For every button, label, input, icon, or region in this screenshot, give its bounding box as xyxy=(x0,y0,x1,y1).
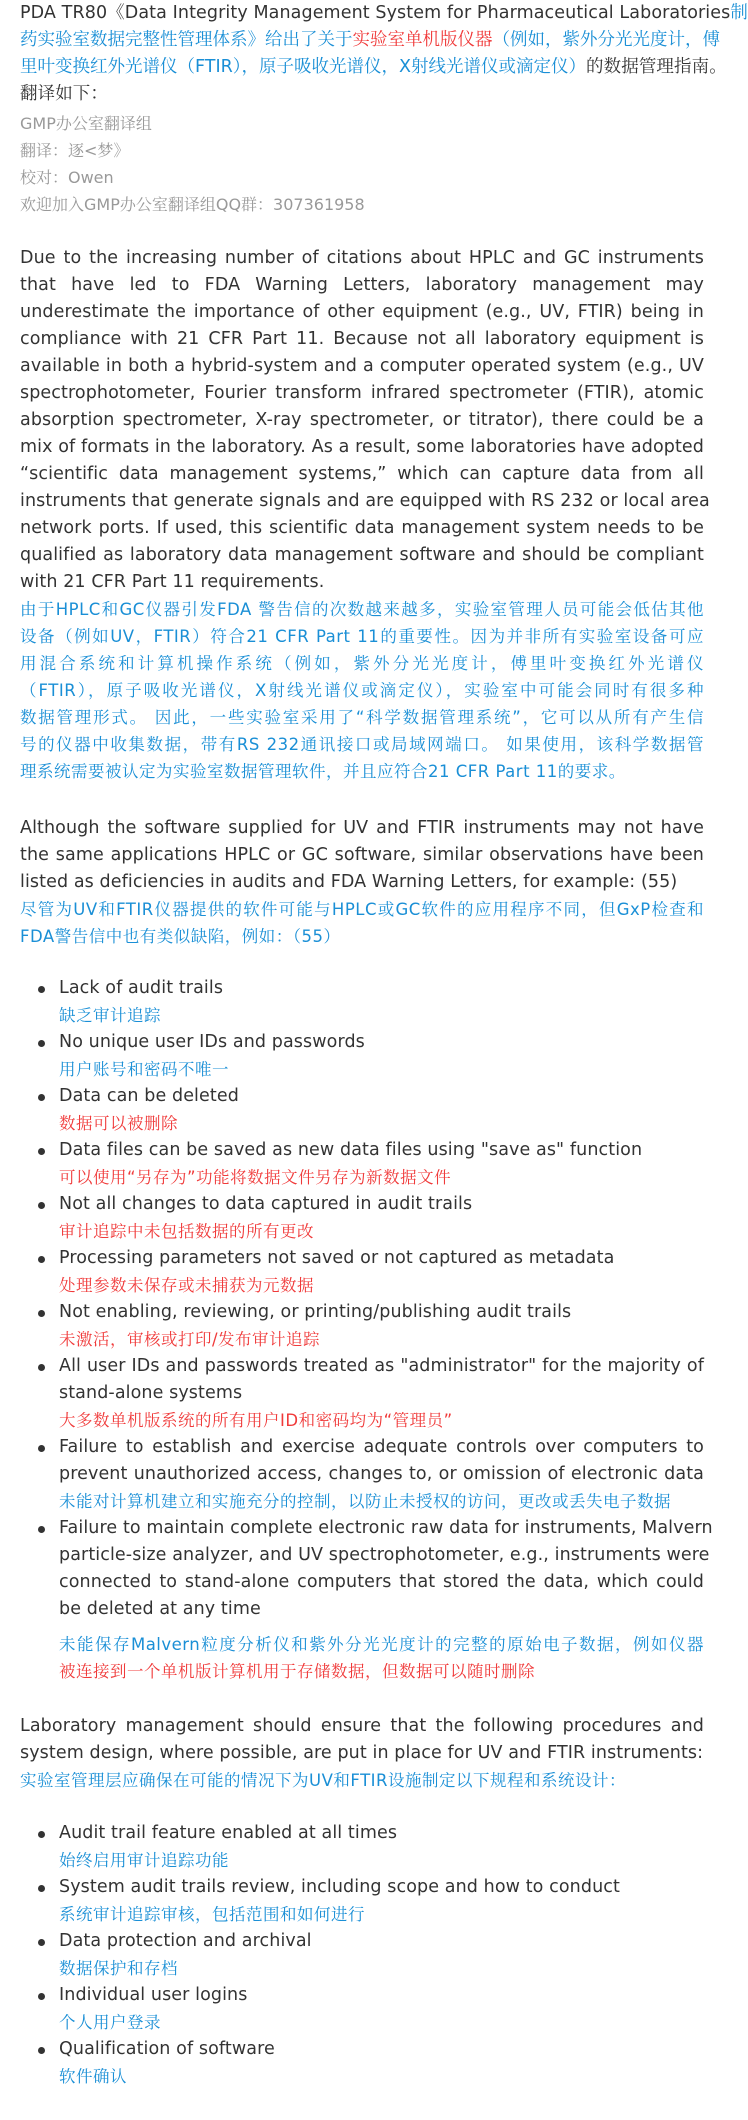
para1-en-line: instruments that generate signals and are equipped with RS 232 or local area xyxy=(20,491,710,511)
bullet-icon xyxy=(38,1040,45,1047)
para1-en-line: Due to the increasing number of citations about HPLC and GC instruments xyxy=(20,248,704,268)
list-item-zh: 大多数单机版系统的所有用户ID和密码均为“管理员” xyxy=(59,1411,453,1430)
list-item-zh: 始终启用审计追踪功能 xyxy=(59,1851,229,1870)
intro-title-en: PDA TR80《Data Integrity Management System for Pharmaceutical Laboratories xyxy=(20,3,731,23)
list-item-en: Individual user logins xyxy=(59,1985,248,2005)
para1-zh-line: 理系统需要被认定为实验室数据管理软件，并且应符合21 CFR Part 11的要求。 xyxy=(20,762,626,781)
para1-en-line: “scientific data management systems,” which can capture data from all xyxy=(20,464,704,484)
intro-examples-2: 里叶变换红外光谱仪（FTIR），原子吸收光谱仪，X射线光谱仪或滴定仪） xyxy=(20,57,587,77)
list-item-zh: 未能保存Malvern粒度分析仪和紫外分光光度计的完整的原始电子数据，例如仪器 xyxy=(59,1635,704,1654)
list-item-en: Audit trail feature enabled at all times xyxy=(59,1823,398,1843)
list-item-en: Failure to maintain complete electronic raw data for instruments, Malvern xyxy=(59,1518,713,1538)
list-item-en: Failure to establish and exercise adequate controls over computers to xyxy=(59,1437,704,1457)
list-item-zh: 数据保护和存档 xyxy=(59,1959,178,1978)
para1-zh-line: （FTIR），原子吸收光谱仪，X射线光谱仪或滴定仪），实验室中可能会同时有很多种 xyxy=(20,681,704,700)
para1-en-line: that have led to FDA Warning Letters, laboratory management may xyxy=(20,275,704,295)
credits-translator: 翻译：逐<梦》 xyxy=(20,141,130,160)
para3-zh-line: 实验室管理层应确保在可能的情况下为UV和FTIR设施制定以下规程和系统设计： xyxy=(20,1771,626,1790)
bullet-icon xyxy=(38,1202,45,1209)
intro-line-1 xyxy=(20,0,748,27)
para1-en-line: absorption spectrometer, X-ray spectrometer, or titrator), there could be a xyxy=(20,410,704,430)
para3-en-line: system design, where possible, are put in place for UV and FTIR instruments: xyxy=(20,1743,704,1763)
para1-en-line: with 21 CFR Part 11 requirements. xyxy=(20,572,325,592)
list-item-en: Lack of audit trails xyxy=(59,978,224,998)
para1-zh-line: 用混合系统和计算机操作系统（例如，紫外分光光度计，傅里叶变换红外光谱仪 xyxy=(20,654,704,673)
para1-zh-line: 由于HPLC和GC仪器引发FDA 警告信的次数越来越多，实验室管理人员可能会低估其他 xyxy=(20,600,704,619)
para2-zh-line: FDA警告信中也有类似缺陷，例如：（55） xyxy=(20,927,341,946)
list-item-en: Not enabling, reviewing, or printing/publishing audit trails xyxy=(59,1302,572,1322)
list-item-en: System audit trails review, including scope and how to conduct xyxy=(59,1877,620,1897)
credits-proofreader: 校对：Owen xyxy=(20,168,114,187)
para2-en-line: Although the software supplied for UV and FTIR instruments may not have xyxy=(20,818,704,838)
list-item-en: prevent unauthorized access, changes to, or omission of electronic data xyxy=(59,1464,704,1484)
bullet-icon xyxy=(38,1993,45,2000)
para1-en-line: underestimate the importance of other equipment (e.g., UV, FTIR) being in xyxy=(20,302,704,322)
bullet-icon xyxy=(38,2047,45,2054)
list-item-zh: 未能对计算机建立和实施充分的控制，以防止未授权的访问，更改或丢失电子数据 xyxy=(59,1492,671,1511)
bullet-icon xyxy=(38,1526,45,1533)
list-item-zh: 未激活，审核或打印/发布审计追踪 xyxy=(59,1330,321,1349)
bullet-icon xyxy=(38,1445,45,1452)
bullet-icon xyxy=(38,1831,45,1838)
bullet-icon xyxy=(38,1148,45,1155)
para1-en-line: available in both a hybrid-system and a computer operated system (e.g., UV xyxy=(20,356,704,376)
credits-invite: 欢迎加入GMP办公室翻译组QQ群：307361958 xyxy=(20,195,365,214)
list-item-en: Qualification of software xyxy=(59,2039,275,2059)
credits-group: GMP办公室翻译组 xyxy=(20,114,152,133)
bullet-icon xyxy=(38,1939,45,1946)
para1-zh-line: 号的仪器中收集数据，带有RS 232通讯接口或局域网端口。 如果使用，该科学数据管 xyxy=(20,735,704,754)
list-item-zh: 审计追踪中未包括数据的所有更改 xyxy=(59,1222,314,1241)
bullet-icon xyxy=(38,1885,45,1892)
para1-en-line: qualified as laboratory data management software and should be compliant xyxy=(20,545,704,565)
list-item-zh: 系统审计追踪审核，包括范围和如何进行 xyxy=(59,1905,365,1924)
bullet-icon xyxy=(38,986,45,993)
intro-examples-1: （例如，紫外分光光度计，傅 xyxy=(492,30,720,50)
para2-en-line: listed as deficiencies in audits and FDA Warning Letters, for example: (55) xyxy=(20,872,678,892)
para1-en-line: network ports. If used, this scientific data management system needs to be xyxy=(20,518,704,538)
list-item-en: connected to stand-alone computers that stored the data, which could xyxy=(59,1572,704,1592)
intro-line-4: 翻译如下： xyxy=(20,84,108,104)
intro-title-zh-1: 制 xyxy=(730,3,748,23)
bullet-icon xyxy=(38,1256,45,1263)
para2-en-line: the same applications HPLC or GC software, similar observations have been xyxy=(20,845,704,865)
list-item-en: All user IDs and passwords treated as "administrator" for the majority of xyxy=(59,1356,704,1376)
list-item-en: No unique user IDs and passwords xyxy=(59,1032,365,1052)
list-item-en: Data protection and archival xyxy=(59,1931,312,1951)
list-item-en: Data files can be saved as new data files using "save as" function xyxy=(59,1140,643,1160)
list-item-zh: 软件确认 xyxy=(59,2067,127,2086)
list-item-zh: 数据可以被删除 xyxy=(59,1114,178,1133)
list-item-zh: 可以使用“另存为”功能将数据文件另存为新数据文件 xyxy=(59,1168,452,1187)
list-item-zh: 缺乏审计追踪 xyxy=(59,1006,161,1025)
list-item-en: Processing parameters not saved or not captured as metadata xyxy=(59,1248,615,1268)
bullet-icon xyxy=(38,1094,45,1101)
list-item-en: Data can be deleted xyxy=(59,1086,239,1106)
list-item-en: stand-alone systems xyxy=(59,1383,243,1403)
intro-line-3 xyxy=(20,54,727,81)
list-item-en: Not all changes to data captured in audit trails xyxy=(59,1194,473,1214)
para2-zh-line: 尽管为UV和FTIR仪器提供的软件可能与HPLC或GC软件的应用程序不同，但GxP检查和 xyxy=(20,900,704,919)
intro-highlight: 实验室单机版仪器 xyxy=(352,30,493,50)
list-item-en: be deleted at any time xyxy=(59,1599,261,1619)
list-item-zh: 个人用户登录 xyxy=(59,2013,161,2032)
para1-zh-line: 设备（例如UV，FTIR）符合21 CFR Part 11的重要性。因为并非所有实验室设备可应 xyxy=(20,627,704,646)
intro-title-zh-2: 药实验室数据完整性管理体系》给出了关于 xyxy=(20,30,353,50)
para1-en-line: spectrophotometer, Fourier transform infrared spectrometer (FTIR), atomic xyxy=(20,383,704,403)
list-item-zh: 用户账号和密码不唯一 xyxy=(59,1060,229,1079)
intro-guidance: 的数据管理指南。 xyxy=(586,57,727,77)
para1-en-line: mix of formats in the laboratory. As a result, some laboratories have adopted xyxy=(20,437,704,457)
list-item-zh: 处理参数未保存或未捕获为元数据 xyxy=(59,1276,314,1295)
para1-en-line: compliance with 21 CFR Part 11. Because not all laboratory equipment is xyxy=(20,329,704,349)
para3-en-line: Laboratory management should ensure that the following procedures and xyxy=(20,1716,704,1736)
bullet-icon xyxy=(38,1364,45,1371)
intro-line-2 xyxy=(20,27,720,54)
list-item-en: particle-size analyzer, and UV spectrophotometer, e.g., instruments were xyxy=(59,1545,710,1565)
list-item-zh: 被连接到一个单机版计算机用于存储数据，但数据可以随时删除 xyxy=(59,1662,535,1681)
bullet-icon xyxy=(38,1310,45,1317)
para1-zh-line: 数据管理形式。 因此，一些实验室采用了“科学数据管理系统”，它可以从所有产生信 xyxy=(20,708,704,727)
